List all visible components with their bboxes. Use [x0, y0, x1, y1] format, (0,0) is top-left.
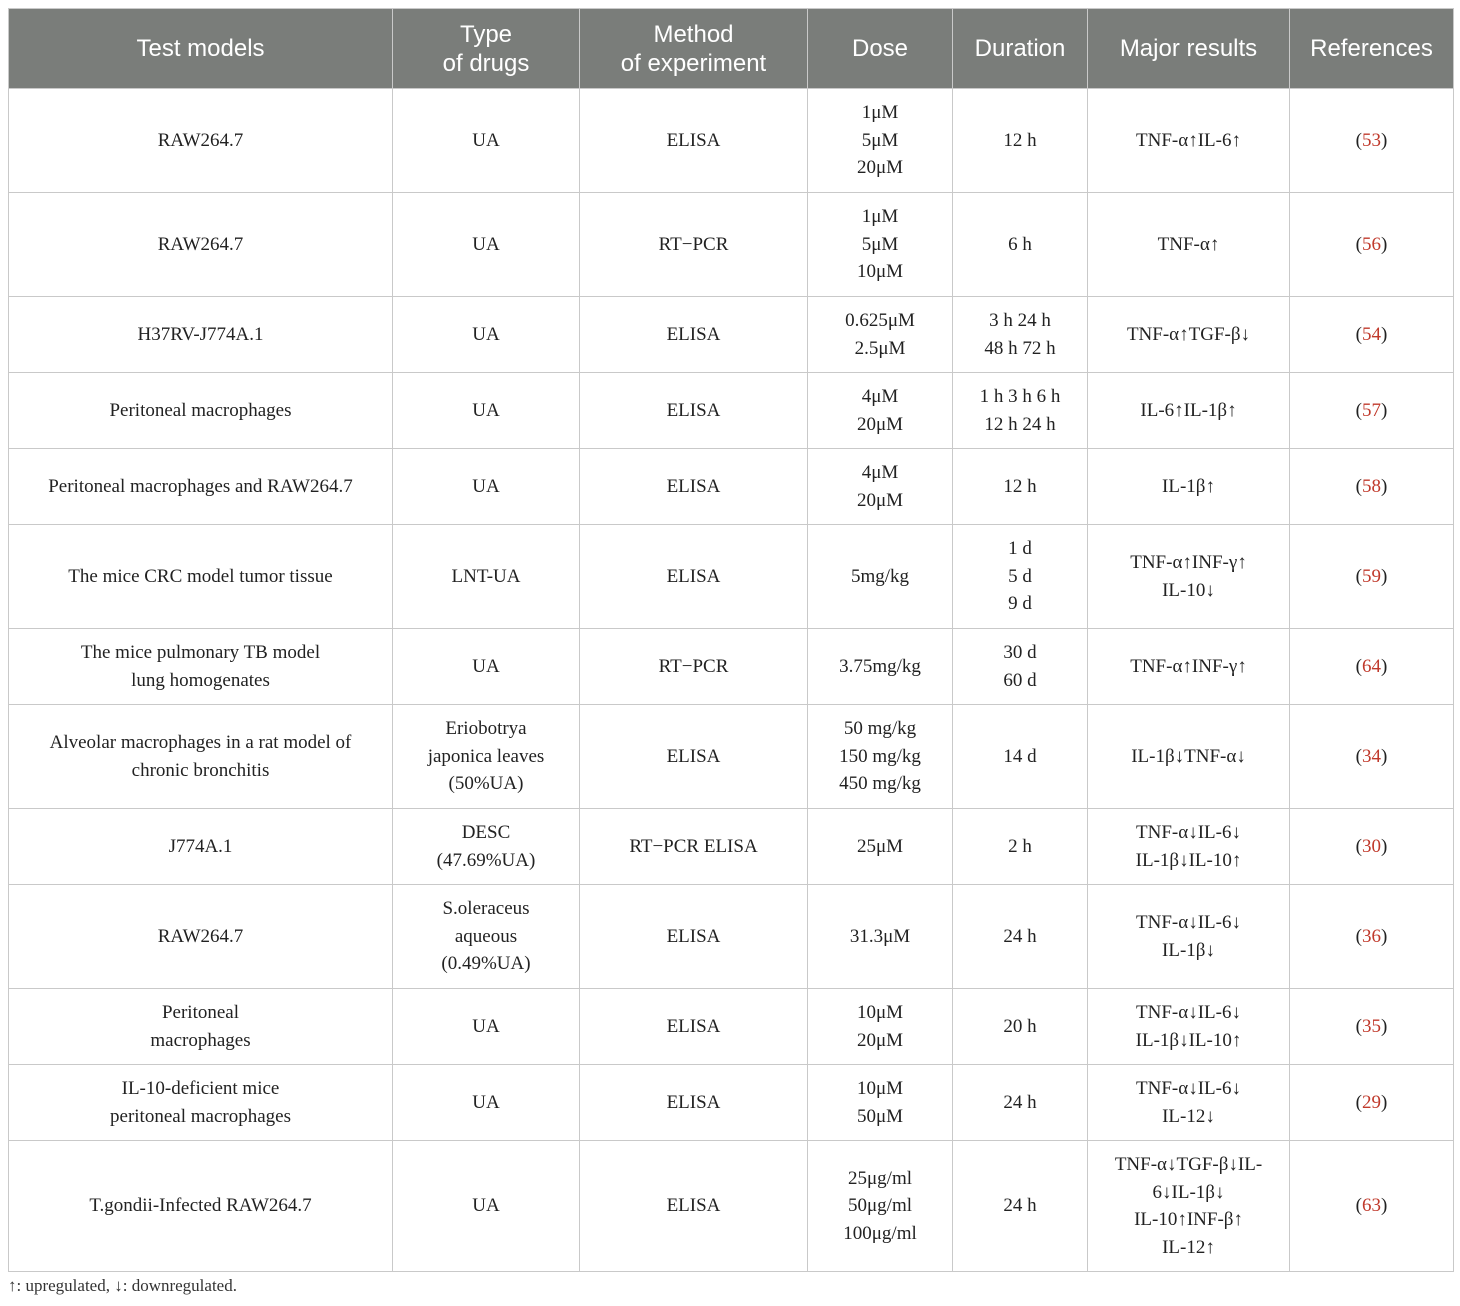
cell-major-results — [1088, 1141, 1290, 1272]
ref-close-bracket: ) — [1381, 1015, 1388, 1037]
cell-major-results-line: TNF-α↓IL-6↓ — [1136, 912, 1241, 933]
cell-method-line: ELISA — [666, 565, 721, 587]
cell-test-model — [9, 1065, 393, 1141]
cell-major-results-line: IL-12↓ — [1162, 1105, 1215, 1127]
cell-duration-line: 60 d — [1003, 669, 1037, 691]
cell-major-results-line: IL-10↑INF-β↑ — [1134, 1209, 1243, 1230]
table-body — [9, 89, 1454, 1272]
cell-dose-line: 10μM — [856, 261, 904, 283]
header-label-line: Duration — [974, 35, 1066, 62]
cell-drug-type-line: UA — [472, 1195, 500, 1217]
ref-open-bracket: ( — [1355, 1015, 1362, 1037]
cell-test-model — [9, 525, 393, 629]
cell-dose-line: 100μg/ml — [843, 1222, 917, 1244]
cell-major-results-line: IL-1β↓TNF-α↓ — [1131, 745, 1246, 767]
cell-drug-type — [393, 193, 580, 297]
cell-duration-line: 12 h — [1003, 475, 1037, 497]
cell-duration-line: 12 h — [1003, 129, 1037, 151]
cell-reference — [1290, 449, 1454, 525]
cell-drug-type-line: UA — [472, 323, 500, 345]
header-dose — [808, 9, 953, 89]
cell-duration — [953, 1065, 1088, 1141]
ref-open-bracket: ( — [1355, 835, 1362, 857]
cell-dose — [808, 1141, 953, 1272]
cell-dose-line: 20μM — [856, 413, 904, 435]
table-row — [9, 193, 1454, 297]
cell-drug-type-line: UA — [472, 655, 500, 677]
cell-test-model — [9, 89, 393, 193]
cell-major-results — [1088, 629, 1290, 705]
cell-duration — [953, 89, 1088, 193]
cell-drug-type — [393, 373, 580, 449]
reference-link[interactable]: 54 — [1362, 323, 1381, 345]
cell-method — [580, 1065, 808, 1141]
cell-reference — [1290, 297, 1454, 373]
cell-method — [580, 629, 808, 705]
table-row — [9, 297, 1454, 373]
cell-dose — [808, 705, 953, 809]
ref-open-bracket: ( — [1355, 233, 1362, 255]
cell-test-model-line: Alveolar macrophages in a rat model of — [49, 732, 352, 753]
header-label-line: Major results — [1119, 35, 1258, 62]
cell-reference — [1290, 193, 1454, 297]
cell-major-results — [1088, 297, 1290, 373]
cell-dose-line: 25μg/ml — [847, 1167, 913, 1189]
cell-test-model — [9, 885, 393, 989]
ref-close-bracket: ) — [1381, 475, 1388, 497]
header-label-line: Type — [459, 20, 513, 48]
cell-drug-type — [393, 705, 580, 809]
cell-duration — [953, 1141, 1088, 1272]
cell-dose — [808, 89, 953, 193]
cell-drug-type — [393, 809, 580, 885]
reference-link[interactable]: 30 — [1362, 835, 1381, 857]
cell-drug-type — [393, 1065, 580, 1141]
cell-duration — [953, 525, 1088, 629]
cell-dose-line: 31.3μM — [849, 925, 911, 947]
header-major-results — [1088, 9, 1290, 89]
ref-open-bracket: ( — [1355, 1195, 1362, 1217]
cell-method — [580, 809, 808, 885]
cell-major-results-line: TNF-α↑ — [1157, 233, 1220, 255]
ref-close-bracket: ) — [1381, 835, 1388, 857]
table-row — [9, 1141, 1454, 1272]
header-method-of-experiment — [580, 9, 808, 89]
reference-link[interactable]: 58 — [1362, 475, 1381, 497]
cell-drug-type-line: UA — [472, 129, 500, 151]
table-row — [9, 449, 1454, 525]
cell-test-model-line: Peritoneal — [161, 1002, 240, 1023]
ref-open-bracket: ( — [1355, 399, 1362, 421]
cell-duration-line: 24 h — [1003, 1091, 1037, 1113]
cell-test-model — [9, 193, 393, 297]
cell-dose — [808, 885, 953, 989]
cell-major-results — [1088, 809, 1290, 885]
cell-dose-line: 5μM — [861, 129, 899, 151]
cell-test-model-line: Peritoneal macrophages and RAW264.7 — [48, 475, 353, 497]
header-label-line: References — [1310, 35, 1433, 62]
cell-test-model-line: H37RV-J774A.1 — [137, 323, 264, 345]
cell-drug-type — [393, 629, 580, 705]
cell-dose-line: 3.75mg/kg — [839, 655, 921, 677]
cell-dose — [808, 1065, 953, 1141]
header-label-line: Test models — [136, 35, 265, 62]
ref-close-bracket: ) — [1381, 323, 1388, 345]
cell-duration-line: 1 h 3 h 6 h — [979, 386, 1061, 407]
table-header-row — [9, 9, 1454, 89]
cell-dose-line: 0.625μM — [845, 310, 915, 331]
ref-close-bracket: ) — [1381, 399, 1388, 421]
ref-close-bracket: ) — [1381, 925, 1388, 947]
ref-close-bracket: ) — [1381, 565, 1388, 587]
reference-link[interactable]: 36 — [1362, 925, 1381, 947]
cell-dose — [808, 629, 953, 705]
cell-method-line: RT−PCR ELISA — [629, 835, 758, 857]
cell-dose-line: 4μM — [861, 386, 899, 407]
cell-duration — [953, 809, 1088, 885]
cell-duration — [953, 989, 1088, 1065]
cell-duration-line: 12 h 24 h — [984, 413, 1056, 435]
cell-dose-line: 5mg/kg — [850, 565, 910, 587]
cell-major-results-line: TNF-α↑TGF-β↓ — [1126, 323, 1251, 345]
cell-dose-line: 50 mg/kg — [843, 718, 917, 740]
table-row — [9, 989, 1454, 1065]
cell-method-line: RT−PCR — [658, 233, 729, 255]
cell-method-line: ELISA — [666, 925, 721, 947]
cell-duration — [953, 193, 1088, 297]
cell-test-model — [9, 705, 393, 809]
cell-duration-line: 1 d — [1008, 538, 1032, 560]
reference-link[interactable]: 29 — [1362, 1091, 1381, 1113]
ref-open-bracket: ( — [1355, 323, 1362, 345]
cell-dose-line: 450 mg/kg — [839, 773, 921, 795]
cell-dose-line: 1μM — [861, 206, 899, 228]
cell-major-results-line: TNF-α↑INF-γ↑ — [1130, 552, 1247, 573]
cell-drug-type-line: japonica leaves — [427, 745, 545, 767]
cell-major-results — [1088, 525, 1290, 629]
ref-close-bracket: ) — [1381, 233, 1388, 255]
cell-dose — [808, 525, 953, 629]
cell-duration-line: 3 h 24 h — [989, 310, 1051, 331]
cell-test-model-line: Peritoneal macrophages — [109, 399, 292, 421]
cell-reference — [1290, 1141, 1454, 1272]
cell-drug-type — [393, 885, 580, 989]
cell-major-results-line: 6↓IL-1β↓ — [1152, 1181, 1225, 1203]
cell-method — [580, 89, 808, 193]
reference-link[interactable]: 53 — [1362, 129, 1381, 151]
cell-reference — [1290, 885, 1454, 989]
cell-dose-line: 50μM — [856, 1105, 904, 1127]
cell-dose-line: 25μM — [856, 835, 904, 857]
cell-duration — [953, 885, 1088, 989]
cell-test-model-line: IL-10-deficient mice — [121, 1078, 280, 1099]
cell-drug-type-line: UA — [472, 399, 500, 421]
cell-method-line: ELISA — [666, 323, 721, 345]
header-label-line: of experiment — [620, 49, 767, 77]
cell-method — [580, 525, 808, 629]
cell-duration-line: 5 d — [1008, 565, 1032, 587]
data-table — [8, 8, 1454, 1272]
cell-major-results-line: IL-1β↓IL-10↑ — [1135, 849, 1242, 871]
header-label-line: Dose — [851, 35, 909, 62]
header-type-of-drugs — [393, 9, 580, 89]
cell-dose-line: 10μM — [856, 1002, 904, 1023]
header-references — [1290, 9, 1454, 89]
cell-drug-type-line: DESC — [461, 822, 511, 843]
cell-duration-line: 6 h — [1008, 233, 1032, 255]
cell-method-line: ELISA — [666, 1195, 721, 1217]
cell-dose — [808, 449, 953, 525]
cell-major-results — [1088, 373, 1290, 449]
cell-drug-type — [393, 1141, 580, 1272]
cell-dose-line: 1μM — [861, 102, 899, 124]
cell-test-model — [9, 629, 393, 705]
table-row — [9, 89, 1454, 193]
cell-dose-line: 4μM — [861, 462, 899, 483]
cell-method — [580, 449, 808, 525]
cell-test-model-line: RAW264.7 — [157, 925, 244, 947]
cell-method-line: ELISA — [666, 475, 721, 497]
cell-method — [580, 989, 808, 1065]
cell-drug-type-line: UA — [472, 1091, 500, 1113]
cell-major-results-line: IL-10↓ — [1162, 579, 1215, 601]
ref-open-bracket: ( — [1355, 475, 1362, 497]
cell-test-model — [9, 297, 393, 373]
cell-test-model-line: The mice pulmonary TB model — [80, 642, 321, 663]
cell-dose — [808, 373, 953, 449]
cell-method-line: ELISA — [666, 1015, 721, 1037]
cell-major-results-line: TNF-α↓TGF-β↓IL- — [1114, 1154, 1263, 1175]
cell-dose-line: 20μM — [856, 489, 904, 511]
cell-reference — [1290, 705, 1454, 809]
reference-link[interactable]: 57 — [1362, 399, 1381, 421]
table-row — [9, 705, 1454, 809]
cell-drug-type-line: aqueous — [454, 925, 518, 947]
cell-method-line: ELISA — [666, 129, 721, 151]
cell-duration-line: 20 h — [1003, 1015, 1037, 1037]
cell-method-line: ELISA — [666, 745, 721, 767]
cell-method — [580, 297, 808, 373]
cell-duration-line: 9 d — [1008, 593, 1032, 615]
reference-link[interactable]: 35 — [1362, 1015, 1381, 1037]
header-test-models — [9, 9, 393, 89]
cell-drug-type-line: (0.49%UA) — [441, 953, 531, 975]
cell-drug-type-line: S.oleraceus — [442, 898, 530, 920]
ref-open-bracket: ( — [1355, 655, 1362, 677]
cell-dose-line: 5μM — [861, 233, 899, 255]
cell-duration-line: 30 d — [1003, 642, 1037, 663]
table-row — [9, 525, 1454, 629]
cell-major-results-line: IL-12↑ — [1162, 1236, 1215, 1258]
cell-test-model-line: T.gondii-Infected RAW264.7 — [89, 1195, 312, 1217]
cell-test-model-line: The mice CRC model tumor tissue — [68, 565, 333, 587]
cell-reference — [1290, 525, 1454, 629]
cell-drug-type-line: UA — [472, 1015, 500, 1037]
reference-link[interactable]: 34 — [1362, 745, 1381, 767]
cell-dose — [808, 297, 953, 373]
cell-test-model — [9, 809, 393, 885]
reference-link[interactable]: 64 — [1362, 655, 1381, 677]
cell-drug-type-line: UA — [472, 233, 500, 255]
cell-major-results-line: IL-1β↓ — [1162, 939, 1215, 961]
cell-major-results-line: IL-1β↓IL-10↑ — [1135, 1029, 1242, 1051]
cell-duration-line: 14 d — [1003, 745, 1037, 767]
ref-close-bracket: ) — [1381, 655, 1388, 677]
cell-test-model — [9, 1141, 393, 1272]
cell-major-results — [1088, 1065, 1290, 1141]
header-label-line: of drugs — [442, 49, 530, 77]
cell-test-model-line: J774A.1 — [168, 835, 233, 857]
ref-close-bracket: ) — [1381, 129, 1388, 151]
cell-method — [580, 705, 808, 809]
cell-test-model — [9, 449, 393, 525]
cell-major-results — [1088, 89, 1290, 193]
table-row — [9, 629, 1454, 705]
cell-test-model-line: RAW264.7 — [157, 129, 244, 151]
cell-dose-line: 150 mg/kg — [839, 745, 921, 767]
cell-test-model-line: peritoneal macrophages — [110, 1105, 291, 1127]
cell-duration — [953, 705, 1088, 809]
cell-major-results — [1088, 449, 1290, 525]
cell-method — [580, 885, 808, 989]
cell-duration-line: 2 h — [1008, 835, 1032, 857]
cell-major-results — [1088, 705, 1290, 809]
reference-link[interactable]: 59 — [1362, 565, 1381, 587]
cell-major-results-line: TNF-α↓IL-6↓ — [1136, 1002, 1241, 1023]
cell-duration — [953, 449, 1088, 525]
cell-method — [580, 1141, 808, 1272]
table-footnote: ↑: upregulated, ↓: downregulated. — [8, 1276, 237, 1295]
table-row — [9, 885, 1454, 989]
cell-major-results-line: IL-1β↑ — [1162, 475, 1215, 497]
cell-method-line: ELISA — [666, 1091, 721, 1113]
cell-test-model-line: RAW264.7 — [157, 233, 244, 255]
cell-dose-line: 2.5μM — [854, 337, 906, 359]
table-row — [9, 373, 1454, 449]
ref-open-bracket: ( — [1355, 129, 1362, 151]
cell-major-results-line: TNF-α↓IL-6↓ — [1136, 822, 1241, 843]
cell-dose — [808, 989, 953, 1065]
cell-reference — [1290, 989, 1454, 1065]
cell-reference — [1290, 373, 1454, 449]
ref-open-bracket: ( — [1355, 925, 1362, 947]
cell-duration — [953, 629, 1088, 705]
cell-reference — [1290, 809, 1454, 885]
cell-duration — [953, 373, 1088, 449]
ref-close-bracket: ) — [1381, 745, 1388, 767]
cell-dose-line: 10μM — [856, 1078, 904, 1099]
cell-duration-line: 24 h — [1003, 925, 1037, 947]
cell-drug-type — [393, 297, 580, 373]
cell-major-results-line: TNF-α↓IL-6↓ — [1136, 1078, 1241, 1099]
cell-dose — [808, 809, 953, 885]
table-row — [9, 1065, 1454, 1141]
cell-drug-type — [393, 525, 580, 629]
cell-dose-line: 20μM — [856, 1029, 904, 1051]
cell-drug-type — [393, 89, 580, 193]
cell-drug-type — [393, 989, 580, 1065]
cell-reference — [1290, 89, 1454, 193]
cell-drug-type-line: UA — [472, 475, 500, 497]
ref-open-bracket: ( — [1355, 1091, 1362, 1113]
cell-test-model-line: lung homogenates — [131, 669, 270, 691]
cell-reference — [1290, 629, 1454, 705]
cell-major-results — [1088, 193, 1290, 297]
cell-test-model — [9, 373, 393, 449]
cell-drug-type — [393, 449, 580, 525]
table-row — [9, 809, 1454, 885]
ref-open-bracket: ( — [1355, 745, 1362, 767]
cell-duration — [953, 297, 1088, 373]
cell-dose — [808, 193, 953, 297]
cell-test-model — [9, 989, 393, 1065]
cell-duration-line: 48 h 72 h — [984, 337, 1056, 359]
cell-drug-type-line: LNT-UA — [451, 565, 521, 587]
cell-dose-line: 20μM — [856, 157, 904, 179]
cell-major-results-line: TNF-α↑INF-γ↑ — [1130, 655, 1247, 677]
ref-close-bracket: ) — [1381, 1091, 1388, 1113]
cell-test-model-line: macrophages — [150, 1029, 251, 1051]
cell-major-results-line: TNF-α↑IL-6↑ — [1136, 129, 1241, 151]
cell-dose-line: 50μg/ml — [847, 1195, 913, 1217]
reference-link[interactable]: 56 — [1362, 233, 1381, 255]
cell-method — [580, 373, 808, 449]
cell-drug-type-line: (47.69%UA) — [436, 849, 536, 871]
cell-major-results-line: IL-6↑IL-1β↑ — [1140, 399, 1237, 421]
ref-close-bracket: ) — [1381, 1195, 1388, 1217]
cell-method-line: RT−PCR — [658, 655, 729, 677]
header-duration — [953, 9, 1088, 89]
cell-major-results — [1088, 989, 1290, 1065]
cell-drug-type-line: (50%UA) — [448, 773, 524, 795]
ref-open-bracket: ( — [1355, 565, 1362, 587]
cell-test-model-line: chronic bronchitis — [131, 759, 270, 781]
cell-method — [580, 193, 808, 297]
cell-major-results — [1088, 885, 1290, 989]
cell-drug-type-line: Eriobotrya — [445, 718, 527, 740]
cell-duration-line: 24 h — [1003, 1195, 1037, 1217]
reference-link[interactable]: 63 — [1362, 1195, 1381, 1217]
cell-reference — [1290, 1065, 1454, 1141]
cell-method-line: ELISA — [666, 399, 721, 421]
header-label-line: Method — [653, 20, 734, 48]
